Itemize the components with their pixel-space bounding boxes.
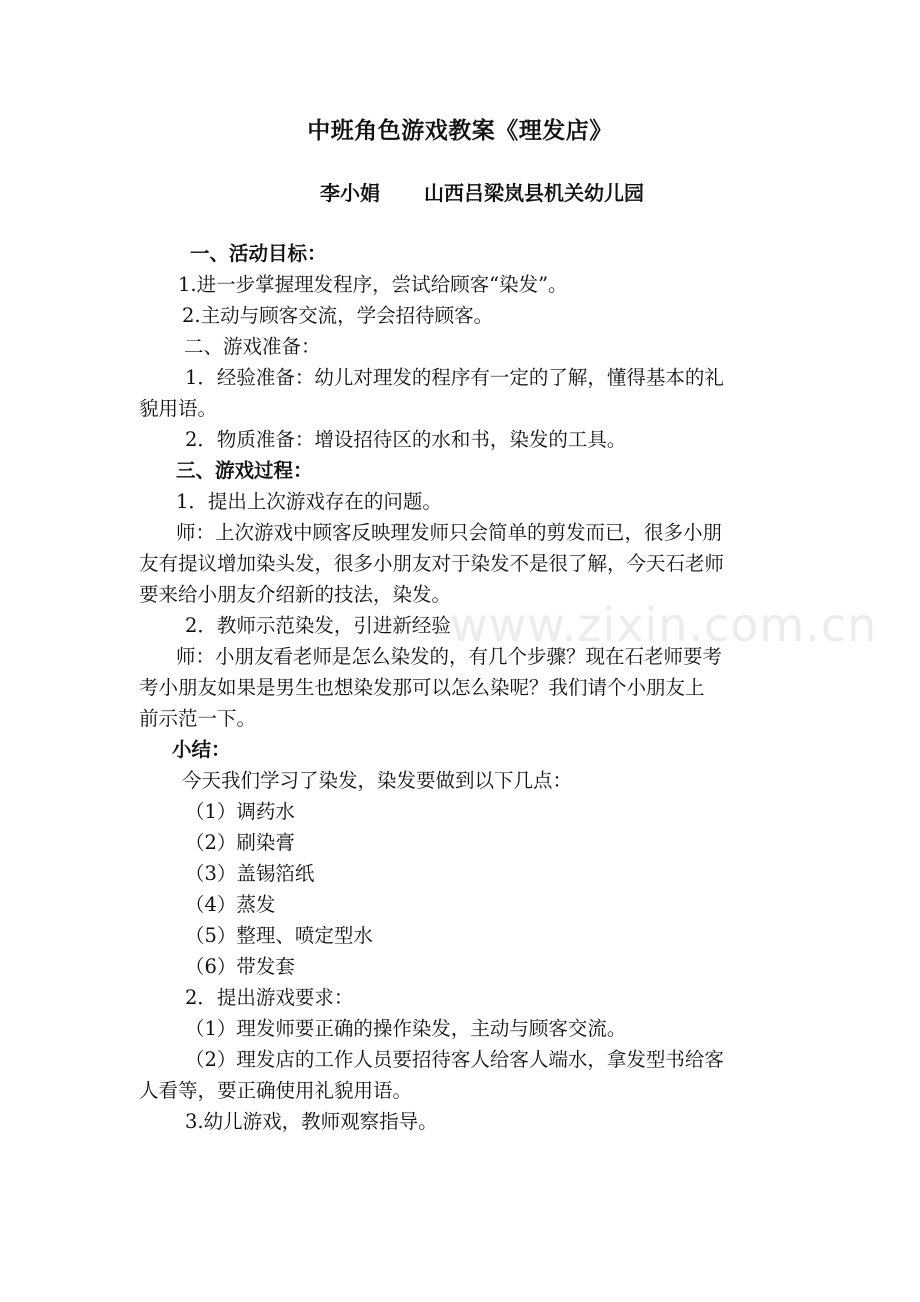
goal-item-1: 1.进一步掌握理发程序，尝试给顾客“染发”。: [178, 273, 568, 296]
author-organization: 山西吕梁岚县机关幼儿园: [424, 181, 644, 205]
requirement-1: （1）理发师要正确的操作染发，主动与顾客交流。: [185, 1017, 627, 1040]
teacher-remark-2-line1: 师：小朋友看老师是怎么染发的，有几个步骤？现在石老师要考: [176, 645, 723, 668]
summary-intro: 今天我们学习了染发，染发要做到以下几点：: [182, 769, 573, 792]
watermark: www.zixin.com.cn: [450, 598, 878, 652]
prep-item-2: 2．物质准备：增设招待区的水和书，染发的工具。: [185, 428, 627, 451]
summary-point: （6）带发套: [185, 955, 295, 978]
requirement-2-line1: （2）理发店的工作人员要招待客人给客人端水，拿发型书给客: [185, 1048, 724, 1071]
final-step: 3.幼儿游戏，教师观察指导。: [185, 1110, 438, 1133]
document-title: 中班角色游戏教案《理发店》: [307, 117, 613, 144]
teacher-remark-2-line3: 前示范一下。: [139, 707, 257, 730]
teacher-remark-1-line1: 师：上次游戏中顾客反映理发师只会简单的剪发而已，很多小朋: [176, 521, 723, 544]
prep-item-1-line2: 貌用语。: [139, 397, 218, 420]
summary-heading: 小结：: [172, 738, 231, 761]
teacher-remark-1-line2: 友有提议增加染头发，很多小朋友对于染发不是很了解，今天石老师: [139, 552, 725, 575]
goal-item-2: 2.主动与顾客交流，学会招待顾客。: [182, 304, 494, 327]
process-step-1: 1．提出上次游戏存在的问题。: [176, 490, 442, 513]
section3-heading: 三、游戏过程：: [176, 459, 313, 482]
author-name: 李小娟: [320, 181, 380, 205]
section1-heading: 一、活动目标：: [190, 242, 327, 265]
summary-point: （4）蒸发: [185, 893, 276, 916]
teacher-remark-1-line3: 要来给小朋友介绍新的技法，染发。: [139, 583, 452, 606]
summary-point: （1）调药水: [185, 800, 295, 823]
summary-point: （5）整理、喷定型水: [185, 924, 373, 947]
summary-point: （3）盖锡箔纸: [185, 862, 315, 885]
requirement-2-line2: 人看等，要正确使用礼貌用语。: [139, 1079, 413, 1102]
summary-point: （2）刷染膏: [185, 831, 295, 854]
document-body: [139, 238, 789, 1137]
prep-item-1-line1: 1．经验准备：幼儿对理发的程序有一定的了解，懂得基本的礼: [185, 366, 724, 389]
teacher-remark-2-line2: 考小朋友如果是男生也想染发那可以怎么染呢？我们请个小朋友上: [139, 676, 705, 699]
requirements-heading: 2．提出游戏要求：: [185, 986, 354, 1009]
author-line: [320, 177, 644, 206]
process-step-2: 2．教师示范染发，引进新经验: [185, 614, 451, 637]
section2-heading: 二、游戏准备：: [184, 335, 321, 358]
